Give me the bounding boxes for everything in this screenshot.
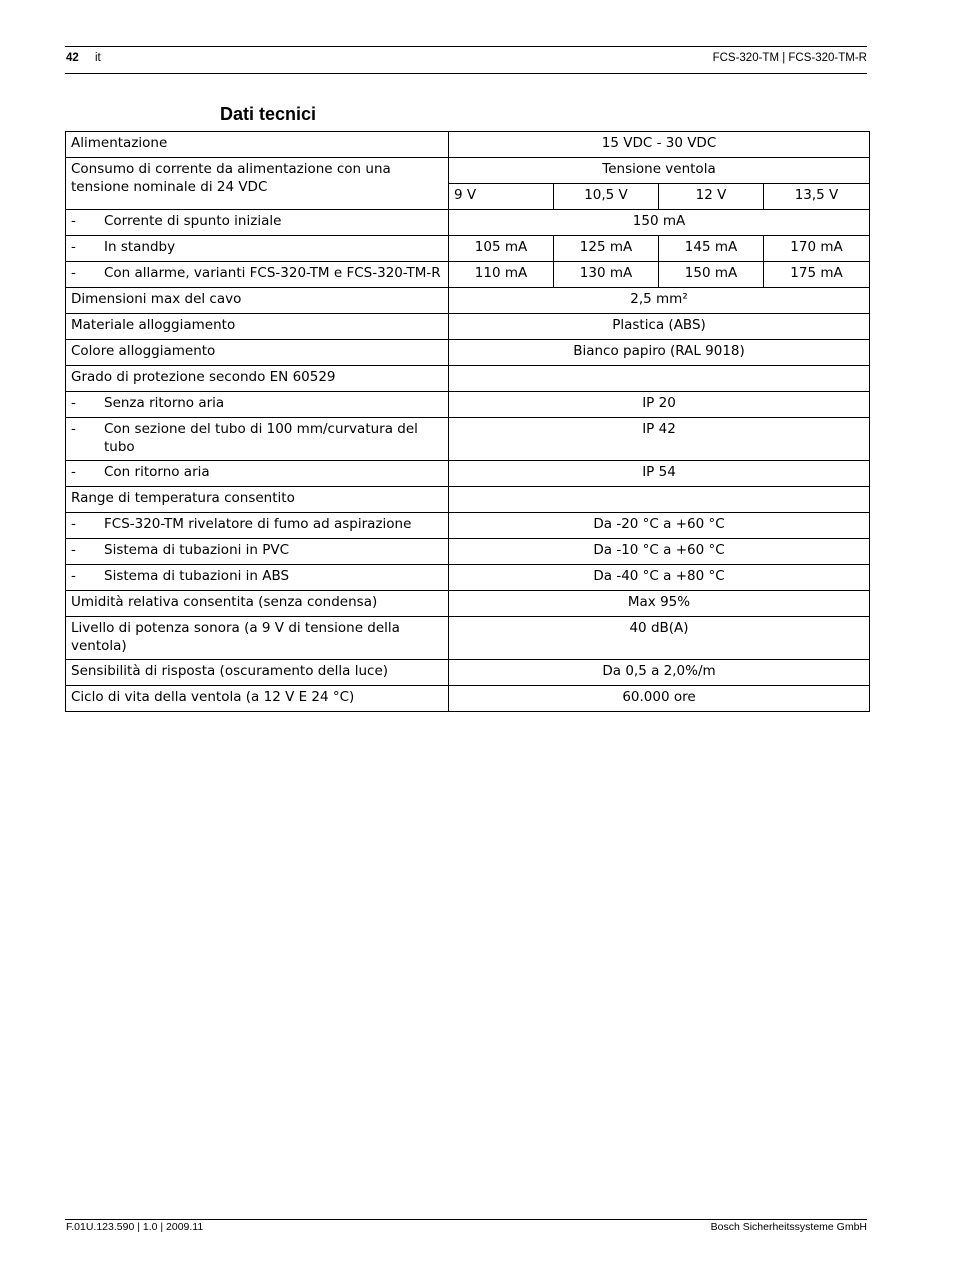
table-row [66,366,870,392]
voltage-cell: 13,5 V [764,184,870,210]
table-row [66,392,870,418]
row-label: - Senza ritorno aria [66,392,449,418]
table-row [66,617,870,660]
row-label: Alimentazione [66,132,449,158]
voltage-cell: 9 V [449,184,554,210]
row-label: Livello di potenza sonora (a 9 V di tensione della ventola) [66,617,449,660]
row-label: Range di temperatura consentito [66,487,449,513]
table-row [66,660,870,686]
row-value: 150 mA [449,210,870,236]
row-value: 2,5 mm² [449,288,870,314]
table-row [66,340,870,366]
row-label: Umidità relativa consentita (senza condensa) [66,591,449,617]
current-cell: 175 mA [764,262,870,288]
table-row [66,418,870,461]
document-reference: F.01U.123.590 | 1.0 | 2009.11 [66,1221,204,1233]
row-label: Dimensioni max del cavo [66,288,449,314]
current-cell: 170 mA [764,236,870,262]
header-rule-top [65,46,867,47]
row-value: Tensione ventola [449,158,870,184]
row-value: Max 95% [449,591,870,617]
table-row [66,314,870,340]
row-label: - In standby [66,236,449,262]
row-value: 40 dB(A) [449,617,870,660]
table-row [66,461,870,487]
table-row [66,487,870,513]
row-label: - Sistema di tubazioni in PVC [66,539,449,565]
voltage-cell: 10,5 V [554,184,659,210]
table-row [66,513,870,539]
table-row [66,158,870,184]
row-value: 15 VDC - 30 VDC [449,132,870,158]
row-value [449,487,870,513]
table-row [66,591,870,617]
table-row [66,288,870,314]
row-label: - FCS-320-TM rivelatore di fumo ad aspirazione [66,513,449,539]
row-value: Plastica (ABS) [449,314,870,340]
page-number: 42 [66,52,79,64]
row-label: - Sistema di tubazioni in ABS [66,565,449,591]
row-label: - Corrente di spunto iniziale [66,210,449,236]
current-cell: 110 mA [449,262,554,288]
product-title: FCS-320-TM | FCS-320-TM-R [712,52,867,64]
section-title: Dati tecnici [220,104,317,124]
table-row [66,262,870,288]
row-label: Materiale alloggiamento [66,314,449,340]
table-row [66,236,870,262]
row-label: - Con allarme, varianti FCS-320-TM e FCS-320-TM-R [66,262,449,288]
table-row [66,686,870,712]
table-row [66,539,870,565]
spec-table [65,131,870,712]
row-label: Sensibilità di risposta (oscuramento della luce) [66,660,449,686]
row-value: IP 42 [449,418,870,461]
footer-rule [65,1219,867,1220]
row-label: Ciclo di vita della ventola (a 12 V E 24 °C) [66,686,449,712]
row-value: Bianco papiro (RAL 9018) [449,340,870,366]
table-row [66,210,870,236]
current-cell: 105 mA [449,236,554,262]
current-cell: 150 mA [659,262,764,288]
current-cell: 145 mA [659,236,764,262]
row-value: Da -20 °C a +60 °C [449,513,870,539]
voltage-cell: 12 V [659,184,764,210]
row-value: Da -10 °C a +60 °C [449,539,870,565]
row-value: IP 54 [449,461,870,487]
current-cell: 125 mA [554,236,659,262]
row-label: Grado di protezione secondo EN 60529 [66,366,449,392]
row-label: Colore alloggiamento [66,340,449,366]
row-value [449,366,870,392]
table-row [66,132,870,158]
header-rule-bottom [65,73,867,74]
language-code: it [95,52,101,64]
row-value: Da -40 °C a +80 °C [449,565,870,591]
row-label: - Con ritorno aria [66,461,449,487]
company-name: Bosch Sicherheitssysteme GmbH [710,1221,867,1233]
table-row [66,565,870,591]
row-label: Consumo di corrente da alimentazione con una tensione nominale di 24 VDC [66,158,449,210]
row-value: Da 0,5 a 2,0%/m [449,660,870,686]
row-label: - Con sezione del tubo di 100 mm/curvatura del tubo [66,418,449,461]
row-value: 60.000 ore [449,686,870,712]
row-value: IP 20 [449,392,870,418]
current-cell: 130 mA [554,262,659,288]
